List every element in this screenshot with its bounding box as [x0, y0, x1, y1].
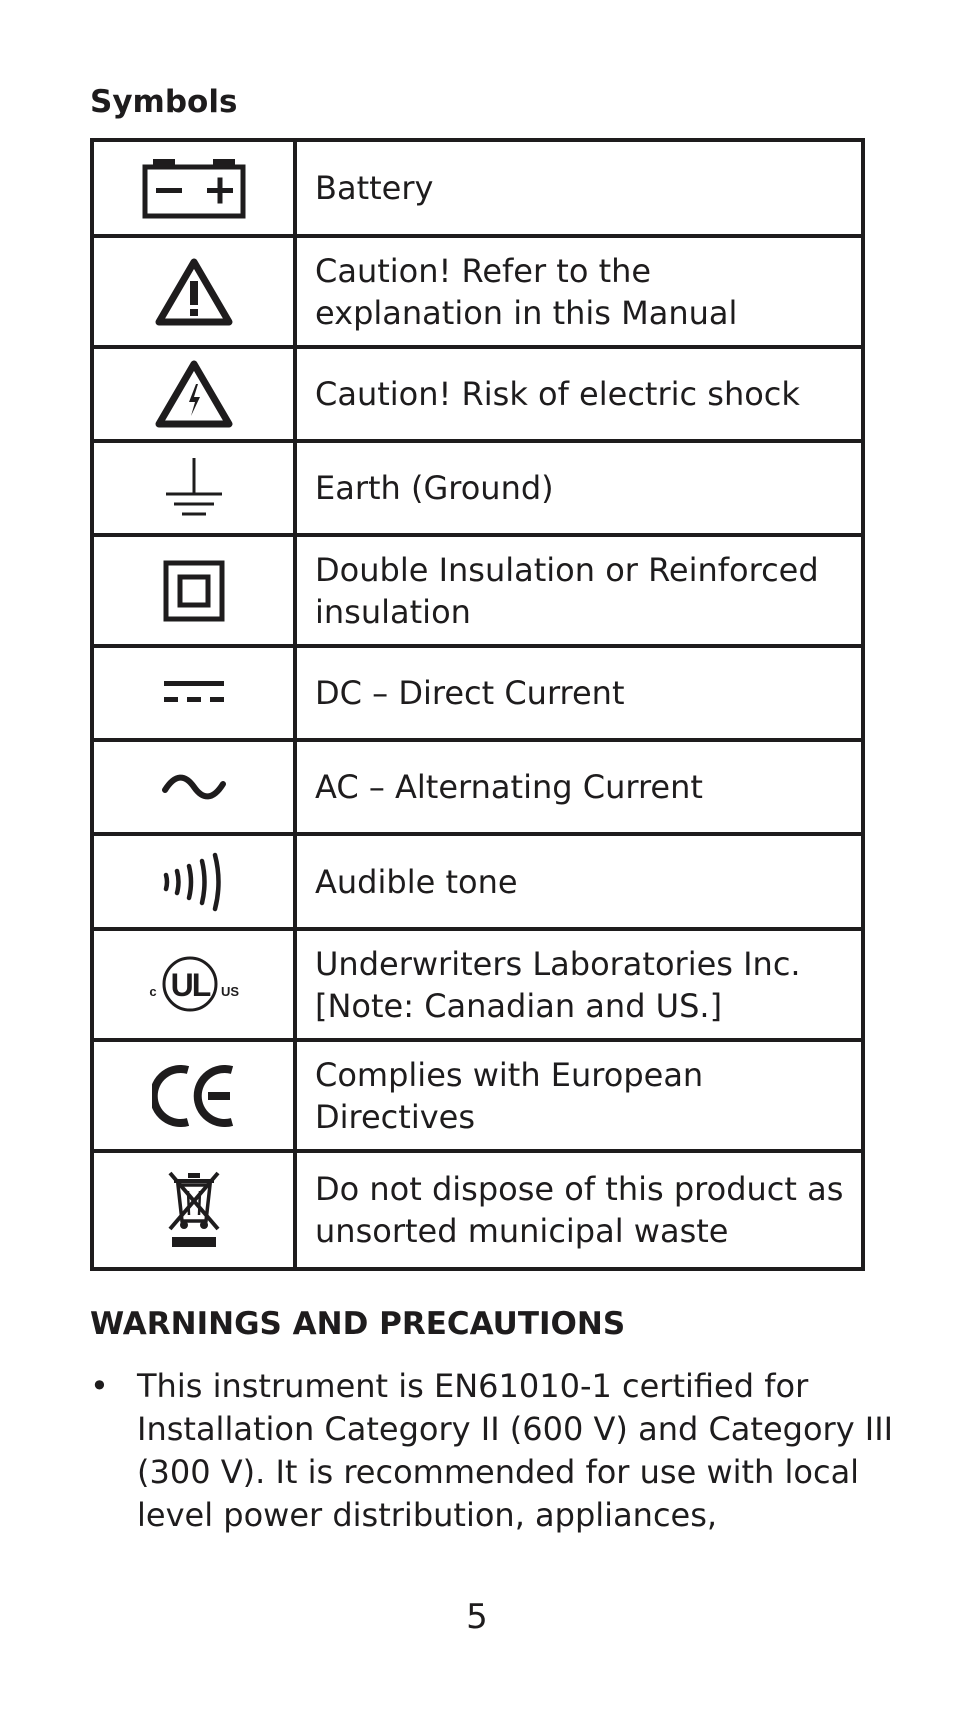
symbols-heading: Symbols	[90, 84, 238, 120]
symbol-description: DC – Direct Current	[295, 646, 863, 740]
symbols-table	[90, 138, 865, 1271]
symbol-description: Caution! Refer to the explanation in this Manual	[295, 236, 863, 347]
table-row	[92, 236, 863, 347]
symbol-cell	[92, 740, 295, 834]
symbol-cell	[92, 1040, 295, 1151]
symbol-cell	[92, 646, 295, 740]
ce-mark-icon	[152, 1065, 236, 1127]
symbol-cell	[92, 929, 295, 1040]
ac-current-icon	[161, 772, 227, 802]
table-row	[92, 1151, 863, 1269]
table-row	[92, 441, 863, 535]
symbol-cell	[92, 441, 295, 535]
earth-ground-icon	[163, 456, 225, 520]
symbol-cell	[92, 140, 295, 236]
bullet-point: •	[90, 1367, 109, 1405]
table-row	[92, 347, 863, 441]
ul-listing-icon	[146, 954, 242, 1016]
double-insulation-icon	[163, 560, 225, 622]
table-row	[92, 646, 863, 740]
symbol-description: Underwriters Laboratories Inc. [Note: Canadian and US.]	[295, 929, 863, 1040]
symbol-description: Double Insulation or Reinforced insulation	[295, 535, 863, 646]
symbol-description: Battery	[295, 140, 863, 236]
symbol-description: AC – Alternating Current	[295, 740, 863, 834]
symbol-cell	[92, 535, 295, 646]
symbol-description: Earth (Ground)	[295, 441, 863, 535]
table-row	[92, 535, 863, 646]
symbol-description: Audible tone	[295, 834, 863, 929]
table-row	[92, 834, 863, 929]
electric-shock-icon	[154, 358, 234, 430]
symbol-description: Caution! Risk of electric shock	[295, 347, 863, 441]
warning-text: This instrument is EN61010-1 certified for Installation Category II (600 V) and Category III (300 V). It is recommended for use with local level power distribution, appliances,	[137, 1367, 894, 1534]
table-row	[92, 140, 863, 236]
weee-disposal-icon	[164, 1171, 224, 1249]
ul-c-label: c	[148, 983, 157, 999]
dc-current-icon	[162, 678, 226, 708]
warnings-heading: WARNINGS AND PRECAUTIONS	[90, 1306, 626, 1342]
ul-us-label: US	[220, 983, 239, 999]
table-row	[92, 929, 863, 1040]
page-number: 5	[466, 1597, 488, 1637]
symbol-description: Do not dispose of this product as unsorted municipal waste	[295, 1151, 863, 1269]
battery-icon	[142, 157, 246, 219]
ul-mark-label: UL	[170, 966, 209, 1003]
table-row	[92, 740, 863, 834]
caution-icon	[154, 256, 234, 328]
audible-tone-icon	[160, 851, 228, 913]
symbol-cell	[92, 1151, 295, 1269]
symbol-cell	[92, 236, 295, 347]
symbol-cell	[92, 347, 295, 441]
table-row	[92, 1040, 863, 1151]
symbol-cell	[92, 834, 295, 929]
symbol-description: Complies with European Directives	[295, 1040, 863, 1151]
